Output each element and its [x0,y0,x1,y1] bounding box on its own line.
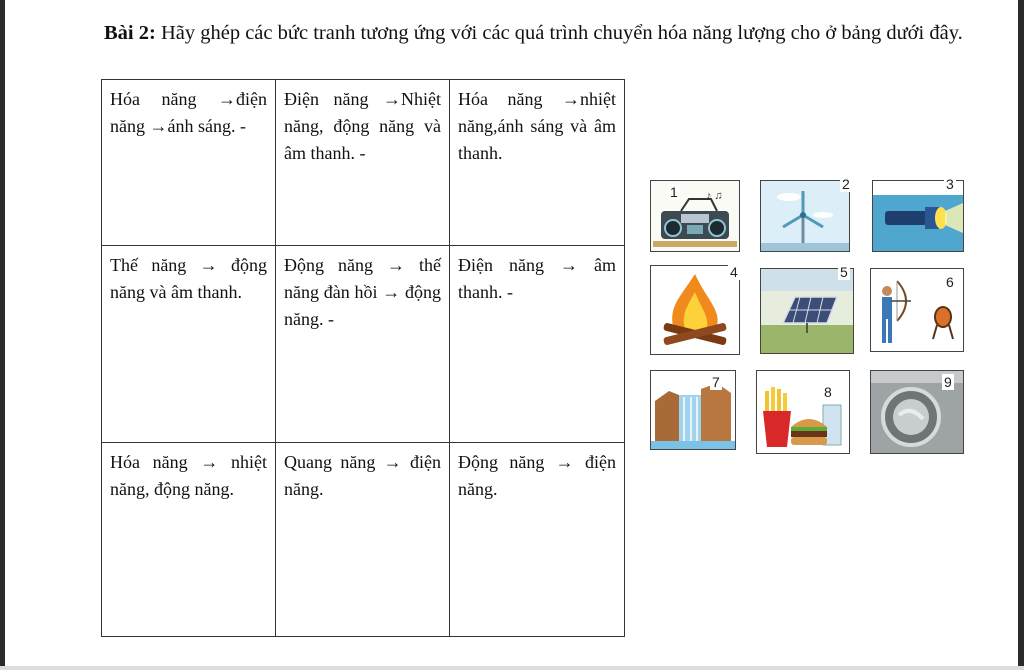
picture-number: 8 [824,384,832,400]
bottom-frame-edge [0,666,1024,670]
table-cell: Điện năng → âm thanh. - [450,245,625,443]
table-row [102,80,625,246]
left-frame-edge [0,0,5,670]
table-cell: Động năng → thế năng đàn hồi → động năng. - [276,245,450,443]
picture-number: 9 [944,374,952,390]
picture-number: 7 [712,374,720,390]
picture-1 [650,180,740,252]
picture-number: 1 [670,184,678,200]
exercise-instruction: Hãy ghép các bức tranh tương ứng với các quá trình chuyển hóa năng lượng cho ở bảng dưới đây. [160,22,963,44]
table-cell: Hóa năng → nhiệt năng, động năng. [102,443,276,637]
campfire-icon [651,266,739,354]
table-cell: Động năng → điện năng. [450,443,625,637]
table-cell: Quang năng → điện năng. [276,443,450,637]
table-row [102,245,625,443]
picture-number: 4 [730,264,738,280]
table-cell: Hóa năng →điện năng →ánh sáng. - [102,80,276,246]
energy-conversion-table [101,79,625,637]
table-cell: Hóa năng →nhiệt năng,ánh sáng và âm thanh. [450,80,625,246]
table-cell: Thế năng → động năng và âm thanh. [102,245,276,443]
fast-food-icon [757,371,849,453]
picture-number: 3 [946,176,954,192]
radio-cassette-icon [651,181,739,251]
right-frame-edge [1018,0,1024,670]
picture-5 [760,268,854,354]
picture-number: 5 [840,264,848,280]
picture-8 [756,370,850,454]
picture-7 [650,370,736,450]
exercise-heading [104,20,974,47]
picture-number: 6 [946,274,954,290]
waterfall-icon [651,371,735,449]
solar-panel-icon [761,269,853,353]
picture-2 [760,180,850,252]
svg-text:♪ ♫: ♪ ♫ [706,190,723,202]
picture-number: 2 [842,176,850,192]
wind-turbine-icon [761,181,849,251]
table-row [102,443,625,637]
picture-4 [650,265,740,355]
exercise-label: Bài 2: [104,22,156,44]
table-cell: Điện năng →Nhiệt năng, động năng và âm thanh. - [276,80,450,246]
